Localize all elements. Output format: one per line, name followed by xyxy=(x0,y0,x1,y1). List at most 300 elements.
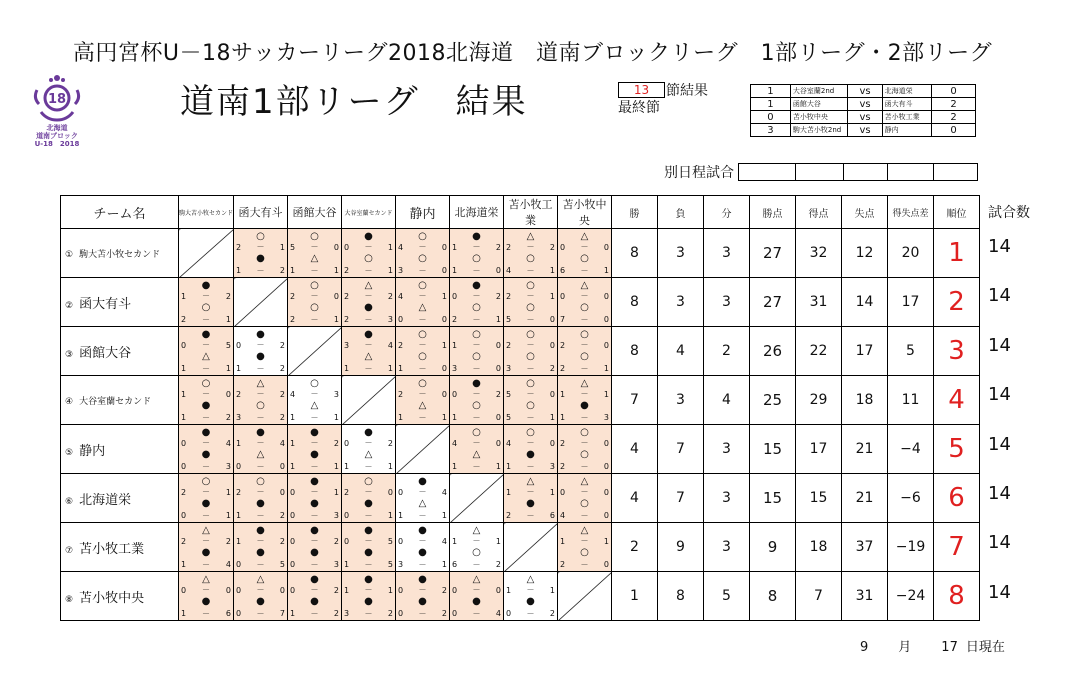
games-played: 14 xyxy=(988,334,1011,356)
score-dash: － xyxy=(310,438,319,447)
score-for: 1 xyxy=(236,537,242,546)
score-against: 0 xyxy=(549,439,555,448)
result-mark: △ xyxy=(202,574,210,585)
ga-header: 失点 xyxy=(842,196,888,229)
score-against-second: 0 xyxy=(495,266,501,275)
result-mark: ● xyxy=(256,525,265,536)
gf-header: 得点 xyxy=(796,196,842,229)
goals-against-cell: 21 xyxy=(842,474,888,523)
match-cell xyxy=(504,229,558,278)
match-result xyxy=(342,425,395,473)
match-result xyxy=(450,425,503,473)
score-for: 0 xyxy=(560,488,566,497)
match-result xyxy=(342,572,395,620)
rank-cell: 2 xyxy=(934,278,980,327)
match-result xyxy=(450,376,503,424)
score-dash: － xyxy=(526,364,535,373)
result-mark: ○ xyxy=(310,280,319,291)
wins-cell: 2 xyxy=(612,523,658,572)
score-for-second: 3 xyxy=(506,364,512,373)
svg-text:18: 18 xyxy=(47,92,67,107)
score-for: 1 xyxy=(452,537,458,546)
result-mark: △ xyxy=(256,378,265,389)
points-cell: 27 xyxy=(750,229,796,278)
score-against: 2 xyxy=(225,537,231,546)
result-mark: △ xyxy=(580,280,589,291)
score-against: 2 xyxy=(387,292,393,301)
opponent-header: 静内 xyxy=(396,196,450,229)
score-for: 0 xyxy=(452,292,458,301)
result-mark-second: ● xyxy=(201,498,211,509)
score-dash: － xyxy=(580,340,589,349)
score-dash: － xyxy=(310,609,319,618)
score-for: 2 xyxy=(236,488,242,497)
result-mark: △ xyxy=(202,525,210,536)
result-mark: ○ xyxy=(418,280,427,291)
score-dash: － xyxy=(202,511,210,520)
score-against: 0 xyxy=(225,390,231,399)
score-against: 0 xyxy=(603,292,609,301)
points-cell: 26 xyxy=(750,327,796,376)
loss-header: 負 xyxy=(658,196,704,229)
games-played: 14 xyxy=(988,384,1011,406)
score-for-second: 1 xyxy=(181,364,187,373)
result-mark: ○ xyxy=(310,378,319,389)
match-cell xyxy=(179,376,234,425)
score-for: 0 xyxy=(452,586,458,595)
score-against-second: 2 xyxy=(549,364,555,373)
rank-cell: 5 xyxy=(934,425,980,474)
result-mark: ○ xyxy=(201,476,211,487)
result-mark-second: △ xyxy=(418,400,427,411)
score-for-second: 1 xyxy=(290,462,296,471)
losses-cell: 3 xyxy=(658,229,704,278)
score-against: 0 xyxy=(441,243,447,252)
match-result xyxy=(504,425,557,473)
score-for: 2 xyxy=(344,292,350,301)
score-against: 0 xyxy=(549,390,555,399)
goal-difference-cell: 17 xyxy=(888,278,934,327)
score-against-second: 2 xyxy=(441,609,447,618)
result-mark-second: ○ xyxy=(201,302,211,313)
games-played: 14 xyxy=(988,285,1011,307)
team-name-cell xyxy=(61,425,179,474)
score-for: 0 xyxy=(181,341,187,350)
result-mark: ○ xyxy=(472,329,481,340)
result-row xyxy=(751,85,976,98)
match-result xyxy=(558,229,611,277)
goals-against-cell: 12 xyxy=(842,229,888,278)
result-mark: △ xyxy=(472,574,481,585)
score-dash: － xyxy=(418,242,427,251)
score-for: 2 xyxy=(290,292,296,301)
score-against-second: 2 xyxy=(225,413,231,422)
result-mark: ● xyxy=(310,427,319,438)
score-for: 2 xyxy=(398,341,404,350)
score-against-second: 1 xyxy=(333,462,339,471)
goals-against-cell: 37 xyxy=(842,523,888,572)
score-against: 2 xyxy=(333,537,339,546)
opponent-header: 苫小牧中央 xyxy=(558,196,612,229)
match-result xyxy=(396,278,449,326)
score-against-second: 1 xyxy=(603,266,609,275)
score-for: 2 xyxy=(236,243,242,252)
team-name: 函館大谷 xyxy=(79,345,132,361)
match-cell xyxy=(179,327,234,376)
match-result xyxy=(342,278,395,326)
score-for-second: 0 xyxy=(236,609,242,618)
score-for-second: 1 xyxy=(398,511,404,520)
match-result xyxy=(179,425,233,473)
result-mark: ● xyxy=(364,574,373,585)
score-dash: － xyxy=(526,291,535,300)
score-for-second: 1 xyxy=(236,364,242,373)
score-for: 0 xyxy=(452,390,458,399)
result-mark: ● xyxy=(310,476,319,487)
points-cell: 27 xyxy=(750,278,796,327)
diagonal-cell xyxy=(396,425,450,474)
result-mark: △ xyxy=(364,280,373,291)
result-mark-second: ● xyxy=(310,596,319,607)
match-result xyxy=(558,474,611,522)
score-dash: － xyxy=(310,266,319,275)
score-dash: － xyxy=(580,291,589,300)
result-mark-second: ○ xyxy=(580,498,589,509)
goals-for-cell: 22 xyxy=(796,327,842,376)
score-for-second: 6 xyxy=(560,266,566,275)
match-cell xyxy=(179,572,234,621)
result-mark-second: ○ xyxy=(526,253,535,264)
match-result xyxy=(396,376,449,424)
score-dash: － xyxy=(418,585,427,594)
match-cell xyxy=(342,278,396,327)
result-mark: △ xyxy=(580,231,589,242)
score-against-second: 0 xyxy=(495,364,501,373)
match-cell xyxy=(504,572,558,621)
score-against-second: 2 xyxy=(549,609,555,618)
team-name-cell xyxy=(61,278,179,327)
team-number: ⑥ xyxy=(65,496,74,507)
score-dash: － xyxy=(364,364,373,373)
table-row xyxy=(61,278,980,327)
score-dash: － xyxy=(472,266,481,275)
team-name-cell xyxy=(61,572,179,621)
result-mark-second: ○ xyxy=(472,302,481,313)
result-mark: ● xyxy=(256,329,265,340)
goals-for-cell: 31 xyxy=(796,278,842,327)
draws-cell: 2 xyxy=(704,327,750,376)
losses-cell: 9 xyxy=(658,523,704,572)
score-dash: － xyxy=(310,560,319,569)
score-dash: － xyxy=(418,315,427,324)
home-score: 1 xyxy=(751,85,791,98)
score-for: 1 xyxy=(181,390,187,399)
result-mark-second: ● xyxy=(201,596,211,607)
goals-against-cell: 17 xyxy=(842,327,888,376)
match-result xyxy=(179,523,233,571)
losses-cell: 3 xyxy=(658,278,704,327)
diagonal-cell xyxy=(234,278,288,327)
result-mark-second: △ xyxy=(364,449,373,460)
score-for-second: 2 xyxy=(344,315,350,324)
result-mark-second: ○ xyxy=(472,253,481,264)
draws-cell: 3 xyxy=(704,474,750,523)
score-dash: － xyxy=(256,560,265,569)
score-for-second: 0 xyxy=(290,560,296,569)
score-against: 2 xyxy=(495,390,501,399)
result-mark: ● xyxy=(472,280,481,291)
score-for: 2 xyxy=(506,292,512,301)
result-mark-second: ○ xyxy=(580,351,589,362)
result-mark: △ xyxy=(472,525,481,536)
score-dash: － xyxy=(526,389,535,398)
goals-for-cell: 29 xyxy=(796,376,842,425)
match-cell xyxy=(396,229,450,278)
score-dash: － xyxy=(472,438,481,447)
result-mark: △ xyxy=(526,231,535,242)
match-result xyxy=(234,327,287,375)
score-against: 2 xyxy=(279,341,285,350)
score-dash: － xyxy=(364,511,373,520)
score-against-second: 1 xyxy=(441,511,447,520)
result-mark: ○ xyxy=(472,427,481,438)
goals-against-cell: 31 xyxy=(842,572,888,621)
result-mark-second: △ xyxy=(256,449,265,460)
goal-difference-cell: −6 xyxy=(888,474,934,523)
match-cell xyxy=(179,425,234,474)
score-for-second: 1 xyxy=(344,364,350,373)
wins-cell: 4 xyxy=(612,425,658,474)
result-mark-second: ○ xyxy=(526,351,535,362)
diagonal-cell xyxy=(504,523,558,572)
match-cell xyxy=(396,474,450,523)
page-title: 道南1部リーグ 結果 xyxy=(180,82,528,122)
score-against: 2 xyxy=(495,243,501,252)
score-for: 5 xyxy=(506,390,512,399)
match-result xyxy=(504,572,557,620)
draws-cell: 3 xyxy=(704,523,750,572)
other-games-label: 別日程試合 xyxy=(664,165,734,181)
match-cell xyxy=(450,572,504,621)
games-header: 試合数 xyxy=(988,205,1030,221)
result-mark: ○ xyxy=(201,378,211,389)
score-for: 2 xyxy=(181,488,187,497)
score-against: 4 xyxy=(387,341,393,350)
vs-label: vs xyxy=(848,111,882,124)
result-mark: ○ xyxy=(580,329,589,340)
score-against: 1 xyxy=(387,243,393,252)
score-dash: － xyxy=(580,389,589,398)
score-against-second: 3 xyxy=(549,462,555,471)
away-score: 0 xyxy=(932,124,976,137)
result-mark-second: ● xyxy=(580,400,589,411)
score-dash: － xyxy=(310,291,319,300)
home-team: 苫小牧中央 xyxy=(790,111,847,124)
score-for: 0 xyxy=(560,243,566,252)
score-for: 1 xyxy=(560,390,566,399)
score-for-second: 6 xyxy=(452,560,458,569)
score-against-second: 0 xyxy=(603,511,609,520)
points-cell: 15 xyxy=(750,474,796,523)
score-for-second: 1 xyxy=(181,609,187,618)
match-result xyxy=(288,425,341,473)
vs-label: vs xyxy=(848,98,882,111)
match-result xyxy=(450,229,503,277)
score-for-second: 3 xyxy=(236,413,242,422)
match-result xyxy=(558,278,611,326)
score-for: 0 xyxy=(398,537,404,546)
result-mark: ● xyxy=(364,427,373,438)
score-dash: － xyxy=(418,340,427,349)
score-against-second: 1 xyxy=(495,315,501,324)
result-mark: △ xyxy=(580,525,589,536)
opponent-header: 函大有斗 xyxy=(234,196,288,229)
result-mark-second: ○ xyxy=(364,253,373,264)
score-against-second: 1 xyxy=(387,364,393,373)
score-for: 0 xyxy=(398,586,404,595)
score-against: 2 xyxy=(549,243,555,252)
score-for: 1 xyxy=(290,439,296,448)
match-cell xyxy=(450,523,504,572)
goal-difference-cell: −19 xyxy=(888,523,934,572)
score-against-second: 2 xyxy=(279,364,285,373)
home-team: 駒大苫小牧2nd xyxy=(790,124,847,137)
score-for-second: 2 xyxy=(181,315,187,324)
score-dash: － xyxy=(472,609,481,618)
score-for: 4 xyxy=(506,439,512,448)
wins-cell: 8 xyxy=(612,278,658,327)
score-against: 0 xyxy=(603,488,609,497)
score-dash: － xyxy=(364,462,373,471)
as-of-date xyxy=(860,636,1005,655)
score-against: 2 xyxy=(225,292,231,301)
score-for-second: 0 xyxy=(236,462,242,471)
match-cell xyxy=(342,425,396,474)
result-mark-second: ○ xyxy=(472,547,481,558)
result-mark-second: ● xyxy=(201,449,211,460)
team-name-cell xyxy=(61,229,179,278)
result-mark-second: ● xyxy=(201,400,211,411)
match-result xyxy=(558,327,611,375)
losses-cell: 7 xyxy=(658,474,704,523)
score-dash: － xyxy=(526,438,535,447)
score-against-second: 3 xyxy=(333,560,339,569)
match-result xyxy=(179,572,233,620)
score-against: 0 xyxy=(333,243,339,252)
goals-for-cell: 15 xyxy=(796,474,842,523)
score-for: 1 xyxy=(560,537,566,546)
day-label: 日現在 xyxy=(965,640,1005,655)
score-for-second: 0 xyxy=(398,609,404,618)
score-dash: － xyxy=(364,315,373,324)
result-mark-second: ● xyxy=(364,596,373,607)
table-row xyxy=(61,425,980,474)
match-cell xyxy=(234,523,288,572)
month-label: 月 xyxy=(898,640,912,655)
match-cell xyxy=(504,278,558,327)
goal-difference-cell: −4 xyxy=(888,425,934,474)
result-mark: △ xyxy=(580,476,589,487)
result-mark: ● xyxy=(472,378,481,389)
score-for: 2 xyxy=(506,243,512,252)
score-against: 1 xyxy=(333,488,339,497)
score-against: 4 xyxy=(441,488,447,497)
score-for: 2 xyxy=(560,439,566,448)
score-dash: － xyxy=(310,511,319,520)
result-mark-second: △ xyxy=(418,302,427,313)
points-header: 勝点 xyxy=(750,196,796,229)
score-dash: － xyxy=(202,462,210,471)
games-played: 14 xyxy=(988,483,1011,504)
score-for: 1 xyxy=(506,586,512,595)
match-result xyxy=(234,425,287,473)
score-dash: － xyxy=(418,266,427,275)
score-for-second: 1 xyxy=(506,462,512,471)
score-dash: － xyxy=(526,266,535,275)
match-result xyxy=(504,474,557,522)
draws-cell: 3 xyxy=(704,425,750,474)
rank-cell: 7 xyxy=(934,523,980,572)
match-result xyxy=(288,474,341,522)
score-dash: － xyxy=(418,560,427,569)
score-dash: － xyxy=(472,462,481,471)
win-header: 勝 xyxy=(612,196,658,229)
score-against-second: 2 xyxy=(279,511,285,520)
wins-cell: 4 xyxy=(612,474,658,523)
score-against: 0 xyxy=(387,488,393,497)
match-result xyxy=(179,376,233,424)
score-dash: － xyxy=(526,242,535,251)
result-mark: ○ xyxy=(526,378,535,389)
score-for: 3 xyxy=(344,341,350,350)
score-dash: － xyxy=(202,438,210,447)
score-for: 0 xyxy=(290,537,296,546)
draws-cell: 3 xyxy=(704,229,750,278)
score-against: 2 xyxy=(387,439,393,448)
score-dash: － xyxy=(526,340,535,349)
score-for: 1 xyxy=(236,439,242,448)
wins-cell: 1 xyxy=(612,572,658,621)
goal-difference-cell: −24 xyxy=(888,572,934,621)
score-for-second: 5 xyxy=(506,413,512,422)
result-mark-second: ● xyxy=(310,449,319,460)
score-dash: － xyxy=(364,585,373,594)
score-against: 1 xyxy=(495,537,501,546)
score-against: 0 xyxy=(495,341,501,350)
match-result xyxy=(179,327,233,375)
result-mark-second: ○ xyxy=(472,351,481,362)
score-against-second: 1 xyxy=(225,315,231,324)
result-mark: △ xyxy=(256,574,265,585)
score-against-second: 0 xyxy=(603,462,609,471)
score-for-second: 0 xyxy=(236,560,242,569)
goals-against-cell: 18 xyxy=(842,376,888,425)
score-for-second: 7 xyxy=(560,315,566,324)
match-cell xyxy=(288,572,342,621)
opponent-header: 苫小牧工業 xyxy=(504,196,558,229)
score-against: 1 xyxy=(441,341,447,350)
team-number: ③ xyxy=(65,349,74,360)
result-mark: ● xyxy=(310,525,319,536)
match-cell xyxy=(450,229,504,278)
score-against-second: 1 xyxy=(225,511,231,520)
match-result xyxy=(234,572,287,620)
draws-cell: 5 xyxy=(704,572,750,621)
match-result xyxy=(450,523,503,571)
match-result xyxy=(504,278,557,326)
diagonal-cell xyxy=(342,376,396,425)
score-against: 1 xyxy=(225,488,231,497)
